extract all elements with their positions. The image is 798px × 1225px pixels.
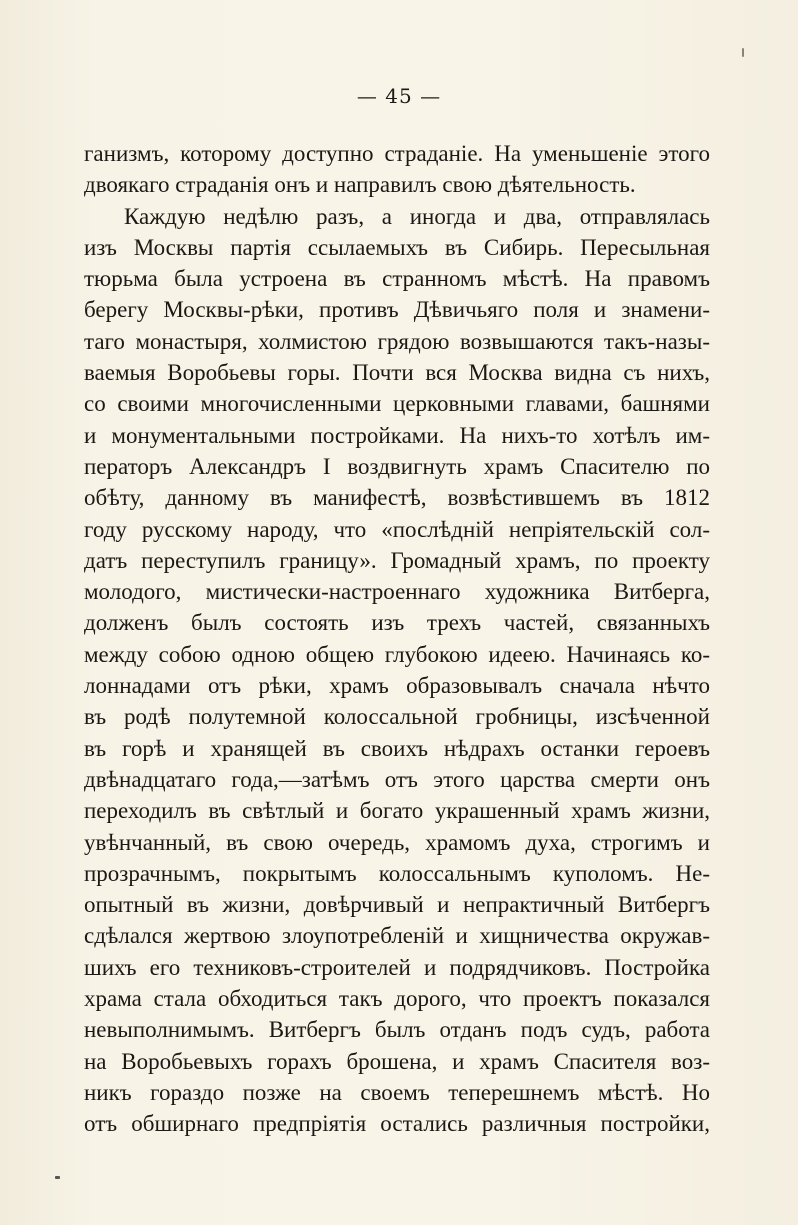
text-line: со своими многочисленными церковными главами, башнями <box>84 391 710 417</box>
text-line: шихъ его техниковъ-строителей и подрядчиковъ. Постройка <box>84 954 710 980</box>
text-line: отъ обширнаго предпріятія остались различныя постройки, <box>84 1111 710 1137</box>
text-line: храма стала обходиться такъ дорого, что проектъ показался <box>84 986 710 1012</box>
text-line: ганизмъ, которому доступно страданіе. На уменьшеніе этого <box>84 141 710 166</box>
text-line: изъ Москвы партія ссылаемыхъ въ Сибирь. Пересыльная <box>84 234 710 260</box>
text-line: въ родѣ полутемной колоссальной гробницы, изсѣченной <box>84 704 710 730</box>
text-line: переходилъ въ свѣтлый и богато украшенный храмъ жизни, <box>84 798 710 824</box>
text-line: Каждую недѣлю разъ, а иногда и два, отправлялась <box>124 203 710 229</box>
text-line: и монументальными постройками. На нихъ-то хотѣлъ им- <box>84 422 710 448</box>
text-line: таго монастыря, холмистою грядою возвышаются такъ-назы- <box>84 328 710 354</box>
text-line: двѣнадцатаго года,—затѣмъ отъ этого царства смерти онъ <box>84 766 710 792</box>
text-line: обѣту, данному въ манифестѣ, возвѣстившемъ въ 1812 <box>84 485 710 511</box>
text-line: въ горѣ и хранящей въ своихъ нѣдрахъ останки героевъ <box>84 735 710 761</box>
text-line: увѣнчанный, въ свою очередь, храмомъ духа, строгимъ и <box>84 829 710 855</box>
text-line: ператоръ Александръ I воздвигнуть храмъ Спасителю по <box>84 453 710 479</box>
text-line: невыполнимымъ. Витбергъ былъ отданъ подъ судъ, работа <box>84 1017 710 1043</box>
text-line: между собою одною общею глубокою идеею. Начинаясь ко- <box>84 641 710 667</box>
page-number-header: — 45 — <box>356 84 442 108</box>
text-line: датъ переступилъ границу». Громадный храмъ, по проекту <box>84 547 710 573</box>
text-line: ваемыя Воробьевы горы. Почти вся Москва видна съ нихъ, <box>84 360 710 386</box>
text-line: берегу Москвы-рѣки, противъ Дѣвичьяго поля и знамени- <box>84 297 710 323</box>
text-line: тюрьма была устроена въ странномъ мѣстѣ. На правомъ <box>84 266 710 292</box>
text-line: лоннадами отъ рѣки, храмъ образовывалъ сначала нѣчто <box>84 673 710 699</box>
text-line: на Воробьевыхъ горахъ брошена, и храмъ Спасителя воз- <box>84 1048 710 1074</box>
body-text <box>84 138 710 1140</box>
text-line: сдѣлался жертвою злоупотребленій и хищничества окружав- <box>84 923 710 949</box>
text-line: никъ гораздо позже на своемъ теперешнемъ мѣстѣ. Но <box>84 1079 710 1105</box>
text-line: году русскому народу, что «послѣдній непріятельскій сол- <box>84 516 710 542</box>
text-line: долженъ былъ состоять изъ трехъ частей, связанныхъ <box>84 610 710 636</box>
text-line: двоякаго страданія онъ и направилъ свою дѣятельность. <box>84 172 636 198</box>
paper-mark <box>742 48 744 57</box>
text-line: опытный въ жизни, довѣрчивый и непрактичный Витбергъ <box>84 892 710 918</box>
text-line: прозрачнымъ, покрытымъ колоссальнымъ куполомъ. Не- <box>84 860 710 886</box>
text-line: молодого, мистически-настроеннаго художника Витберга, <box>84 579 710 605</box>
ink-speck <box>55 1176 60 1179</box>
